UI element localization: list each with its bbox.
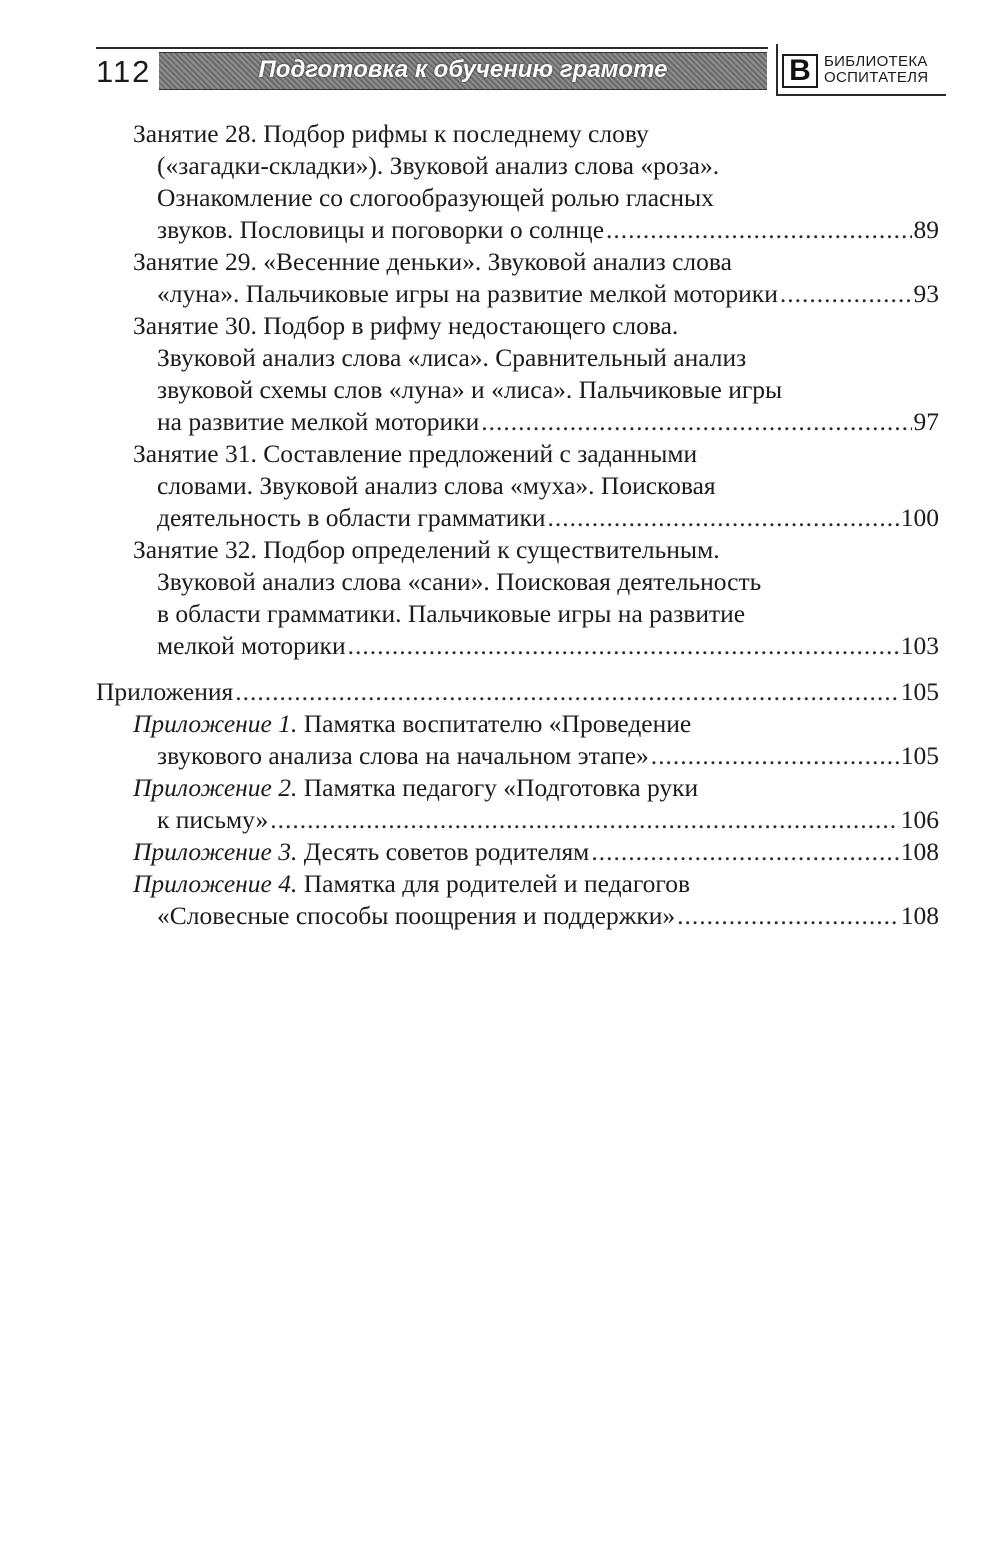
toc-line: деятельность в области грамматики	[157, 503, 546, 532]
logo-line-2: ОСПИТАТЕЛЯ	[824, 69, 929, 86]
header-title: Подготовка к обучению грамоте	[258, 56, 668, 83]
page-ref: 106	[900, 805, 939, 834]
logo-text	[824, 54, 928, 86]
toc-line: Занятие 30. Подбор в рифму недостающего слова.	[133, 311, 679, 340]
appendix-prefix: Приложение 2.	[133, 773, 298, 802]
toc-line: «Словесные способы поощрения и поддержки»	[157, 901, 676, 930]
toc-entry-appendix-2[interactable]	[0, 772, 1000, 836]
appendix-prefix: Приложение 1.	[133, 709, 298, 738]
appendix-prefix: Приложение 4.	[133, 869, 298, 898]
page-ref: 105	[900, 741, 939, 770]
appendix-text: Памятка для родителей и педагогов	[297, 869, 691, 898]
toc-line-with-leader	[0, 278, 1000, 310]
appendix-text: Десять советов родителям	[297, 837, 590, 866]
toc-entry-appendix-3[interactable]	[0, 836, 1000, 868]
header-rule	[96, 47, 768, 49]
toc-line: Звуковой анализ слова «сани». Поисковая деятельность	[157, 567, 762, 596]
toc-line: словами. Звуковой анализ слова «муха». Поисковая	[157, 471, 716, 500]
appendix-text: Памятка педагогу «Подготовка руки	[297, 773, 699, 802]
toc-line: на развитие мелкой моторики	[157, 407, 480, 436]
header-band	[159, 52, 767, 90]
toc-line-with-leader	[0, 836, 1000, 868]
toc-line	[133, 836, 589, 868]
toc-line: звуков. Пословицы и поговорки о солнце	[157, 215, 605, 244]
logo-letter-icon: В	[782, 54, 818, 88]
toc-line	[0, 868, 1000, 900]
toc-entry-lesson-28[interactable]	[0, 118, 1000, 246]
running-header	[96, 44, 946, 96]
dot-leader	[481, 406, 911, 438]
page-ref: 89	[913, 215, 939, 244]
logo-frame	[776, 44, 778, 96]
logo-frame-bottom	[776, 94, 946, 96]
toc-line: мелкой моторики	[157, 631, 346, 660]
logo-line-1: БИБЛИОТЕКА	[824, 53, 928, 70]
toc-line: звукового анализа слова на начальном этапе»	[157, 741, 649, 770]
toc-line: Звуковой анализ слова «лиса». Сравнительный анализ	[157, 343, 747, 372]
toc-entry-appendices[interactable]	[0, 676, 1000, 708]
appendix-prefix: Приложение 3.	[133, 837, 298, 866]
toc-line: Занятие 28. Подбор рифмы к последнему слову	[133, 119, 649, 148]
page-ref: 100	[900, 503, 939, 532]
toc-line-with-leader	[0, 900, 1000, 932]
dot-leader	[606, 214, 911, 246]
page-ref: 108	[900, 901, 939, 930]
toc-line: «луна». Пальчиковые игры на развитие мелкой моторики	[157, 279, 778, 308]
toc-line-with-leader	[0, 502, 1000, 534]
toc-line	[0, 708, 1000, 740]
toc-line: в области грамматики. Пальчиковые игры на развитие	[157, 599, 746, 628]
table-of-contents	[0, 118, 1000, 932]
toc-line: Занятие 31. Составление предложений с заданными	[133, 439, 698, 468]
toc-entry-lesson-30[interactable]	[0, 310, 1000, 438]
toc-entry-appendix-1[interactable]	[0, 708, 1000, 772]
page-ref: 97	[913, 407, 939, 436]
toc-line-with-leader	[0, 406, 1000, 438]
toc-line: Ознакомление со слогообразующей ролью гласных	[157, 183, 714, 212]
page-ref: 108	[900, 837, 939, 866]
dot-leader	[235, 676, 898, 708]
section-label: Приложения	[96, 677, 234, 706]
dot-leader	[348, 630, 899, 662]
dot-leader	[651, 740, 899, 772]
toc-line: («загадки-складки»). Звуковой анализ слова «роза».	[157, 151, 720, 180]
appendix-text: Памятка воспитателю «Проведение	[297, 709, 692, 738]
toc-entry-lesson-29[interactable]	[0, 246, 1000, 310]
dot-leader	[780, 278, 912, 310]
toc-line-with-leader	[0, 214, 1000, 246]
toc-line-with-leader	[0, 804, 1000, 836]
toc-line-with-leader	[0, 676, 1000, 708]
toc-entry-lesson-31[interactable]	[0, 438, 1000, 534]
page-number: 112	[96, 54, 152, 89]
dot-leader	[677, 900, 899, 932]
page-ref: 105	[900, 677, 939, 706]
toc-line: Занятие 29. «Весенние деньки». Звуковой анализ слова	[133, 247, 732, 276]
dot-leader	[591, 836, 898, 868]
dot-leader	[547, 502, 898, 534]
toc-entry-appendix-4[interactable]	[0, 868, 1000, 932]
dot-leader	[270, 804, 898, 836]
toc-entry-lesson-32[interactable]	[0, 534, 1000, 662]
toc-line-with-leader	[0, 630, 1000, 662]
toc-line: звуковой схемы слов «луна» и «лиса». Пальчиковые игры	[157, 375, 783, 404]
toc-line-with-leader	[0, 740, 1000, 772]
toc-line: к письму»	[157, 805, 269, 834]
series-logo	[776, 44, 946, 96]
page-ref: 103	[900, 631, 939, 660]
page-ref: 93	[913, 279, 939, 308]
toc-line	[0, 772, 1000, 804]
toc-line: Занятие 32. Подбор определений к существительным.	[133, 535, 720, 564]
